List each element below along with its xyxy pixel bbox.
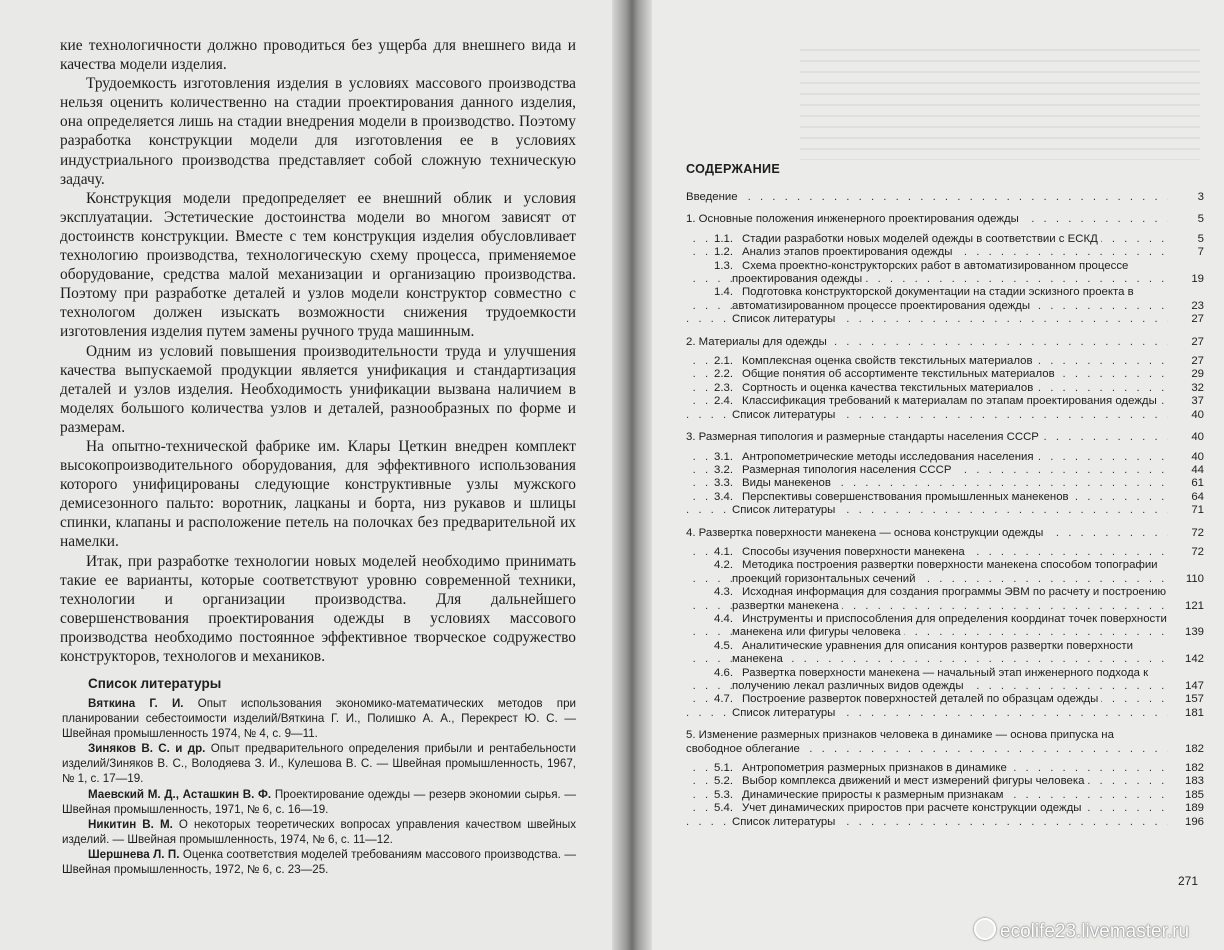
paragraph: Итак, при разработке технологии новых моделей необходимо принимать такие ее варианты, которые соответствуют уровню современной техники, технологии и организации производства. Для дальнейшего совершенствования проектирования одежды в условиях массового производства необходимо постоянное эффективное творческое содружество конструкторов, технологов и механиков. bbox=[60, 552, 576, 665]
toc-entry bbox=[686, 504, 1204, 517]
reference-item bbox=[62, 847, 576, 877]
toc-entry bbox=[686, 586, 1204, 613]
toc-entry bbox=[686, 802, 1204, 815]
body-text bbox=[60, 36, 576, 666]
toc-entry-page: 3 bbox=[1197, 191, 1204, 203]
toc-entry bbox=[686, 382, 1204, 395]
toc-entry-number: 3.4. bbox=[714, 490, 733, 503]
toc-entry-number: 1.3. bbox=[714, 259, 733, 272]
toc-entry-number: 3.2. bbox=[714, 463, 733, 476]
toc-entry-number: 4.2. bbox=[714, 559, 733, 572]
toc-entry bbox=[686, 762, 1204, 775]
reference-text: Проектирование одежды — резерв экономии сырья. — Швейная промышленность, 1971, № 6, с. 16—19. bbox=[62, 787, 576, 816]
toc-entry bbox=[686, 368, 1204, 381]
toc-entry-title: 2. Материалы для одежды bbox=[686, 335, 827, 348]
reference-author: Никитин В. М. bbox=[88, 817, 173, 831]
toc-entry bbox=[686, 213, 1204, 226]
toc-entry-title: Размерная типология населения СССР bbox=[742, 463, 952, 476]
toc-entry bbox=[686, 355, 1204, 368]
toc-entry bbox=[686, 527, 1204, 540]
toc-entry-page: 72 bbox=[1191, 545, 1204, 558]
reference-author: Шершнева Л. П. bbox=[88, 847, 180, 861]
table-of-contents bbox=[686, 191, 1204, 829]
toc-entry-number: 1.1. bbox=[714, 232, 733, 245]
paragraph: Конструкция модели предопределяет ее внешний облик и условия эксплуатации. Эстетические достоинства модели во многом зависят от достоинств конструкции. Вместе с тем конструкция изделия обусловливает технологию производства, технологическую схему процесса, применяемое оборудование, средства малой механизации и организацию производства. Поэтому при разработке деталей и узлов модели конструктор совместно с технологом должен изыскать возможности снижения трудоемкости изготовления изделия путем замены ручного труда машинным. bbox=[60, 189, 576, 341]
toc-entry bbox=[686, 395, 1204, 408]
toc-entry-title: Учет динамических приростов при расчете конструкции одежды bbox=[742, 802, 1082, 815]
toc-entry bbox=[686, 191, 1204, 204]
toc-entry-title: Классификация требований к материалам по этапам проектирования одежды bbox=[742, 395, 1157, 408]
toc-entry-title: Сортность и оценка качества текстильных материалов bbox=[742, 381, 1034, 394]
toc-entry-title: Выбор комплекса движений и мест измерений фигуры человека bbox=[742, 775, 1085, 788]
toc-entry bbox=[686, 729, 1204, 756]
toc-entry-title: Введение bbox=[686, 191, 738, 203]
toc-entry-page: 182 bbox=[1184, 762, 1204, 775]
toc-entry-number: 2.2. bbox=[714, 368, 733, 381]
toc-entry-page: 40 bbox=[1191, 408, 1204, 421]
reference-text: Оценка соответствия моделей требованиям массового производства. — Швейная промышленность, 1972, № 6, с. 23—25. bbox=[62, 847, 576, 877]
toc-entry-page: 182 bbox=[1184, 742, 1204, 755]
toc-entry bbox=[686, 286, 1204, 313]
book-gutter bbox=[612, 0, 652, 950]
bleed-through-text bbox=[800, 40, 1200, 160]
toc-entry-title: Список литературы bbox=[732, 313, 836, 326]
toc-entry-page: 64 bbox=[1191, 490, 1204, 503]
toc-entry-title: Список литературы bbox=[732, 815, 836, 828]
toc-entry bbox=[686, 451, 1204, 464]
toc-entry-title: 3. Размерная типология и размерные стандарты населения СССР bbox=[686, 431, 1039, 444]
toc-entry-page: 196 bbox=[1184, 815, 1204, 828]
toc-entry bbox=[686, 559, 1204, 586]
toc-entry-page: 27 bbox=[1191, 355, 1204, 368]
toc-entry-title: Перспективы совершенствования промышленных манекенов bbox=[742, 490, 1069, 503]
toc-entry bbox=[686, 246, 1204, 259]
paragraph: Трудоемкость изготовления изделия в условиях массового производства нельзя оценить количественно на стадии проектирования данного изделия, она определяется лишь на стадии внедрения модели в производство. Поэтому разработка конструкции модели для изготовления ее в условиях индустриального производства представляет собой сложную техническую задачу. bbox=[60, 75, 576, 188]
toc-entry-page: 7 bbox=[1197, 246, 1204, 259]
toc-entry bbox=[686, 640, 1204, 667]
toc-entry-number: 5.1. bbox=[714, 762, 733, 775]
reference-item bbox=[62, 787, 576, 817]
paragraph: Одним из условий повышения производительности труда и улучшения качества выпускаемой продукции является унификация и стандартизация деталей и узлов изделия. Необходимость унификации вызвана наличием в моделях большого количества узлов и деталей, разнообразных по форме и размерам. bbox=[60, 342, 576, 436]
toc-entry bbox=[686, 260, 1204, 287]
references-list bbox=[62, 696, 576, 877]
toc-entry-title: Способы изучения поверхности манекена bbox=[742, 545, 965, 558]
toc-entry-title: 1. Основные положения инженерного проектирования одежды bbox=[686, 213, 1019, 226]
flower-icon bbox=[974, 918, 996, 940]
toc-entry-title: Развертка поверхности манекена — начальный этап инженерного подхода к получению лекал различных видов одежды bbox=[732, 666, 1149, 692]
reference-text: Опыт использования экономико-математических методов при планировании себестоимости изделий/Вяткина Г. И., Полишко А. А., Перекрест Ю. С. — Швейная промышленность 1974, № 4, с. 9—11. bbox=[62, 697, 576, 741]
toc-entry bbox=[686, 693, 1204, 706]
toc-entry bbox=[686, 816, 1204, 829]
toc-entry-page: 61 bbox=[1191, 477, 1204, 490]
toc-entry-title: Виды манекенов bbox=[742, 477, 831, 490]
toc-entry-title: Инструменты и приспособления для определения координат точек поверхности манекена или фигуры человека bbox=[732, 612, 1167, 639]
toc-entry-title: 4. Развертка поверхности манекена — основа конструкции одежды bbox=[686, 526, 1044, 539]
toc-entry-page: 40 bbox=[1191, 431, 1204, 444]
toc-entry-page: 5 bbox=[1197, 232, 1204, 245]
toc-entry bbox=[686, 409, 1204, 422]
watermark-text: ecolife23.livemaster.ru bbox=[1000, 921, 1190, 942]
toc-entry-number: 4.7. bbox=[714, 693, 733, 706]
toc-entry-page: 37 bbox=[1191, 395, 1204, 408]
toc-entry-title: Антропометрические методы исследования населения bbox=[742, 450, 1034, 463]
toc-entry bbox=[686, 707, 1204, 720]
reference-author: Маевский М. Д., Асташкин В. Ф. bbox=[88, 787, 272, 801]
toc-entry-title: Методика построения развертки поверхности манекена способом топографии проекций горизонтальных сечений bbox=[732, 559, 1158, 585]
toc-entry-page: 183 bbox=[1184, 775, 1204, 788]
toc-entry bbox=[686, 233, 1204, 246]
toc-entry-page: 29 bbox=[1191, 368, 1204, 381]
toc-entry-title: Стадии разработки новых моделей одежды в соответствии с ЕСКД bbox=[742, 232, 1098, 245]
toc-entry-page: 19 bbox=[1191, 273, 1204, 286]
toc-entry-title: Динамические приросты к размерным признакам bbox=[742, 788, 1004, 801]
toc-entry-number: 4.5. bbox=[714, 639, 733, 652]
toc-entry-title: Схема проектно-конструкторских работ в автоматизированном процессе проектирования одежды bbox=[732, 259, 1129, 286]
toc-entry-page: 23 bbox=[1191, 299, 1204, 312]
toc-entry-number: 5.4. bbox=[714, 802, 733, 815]
toc-entry-title: Комплексная оценка свойств текстильных материалов bbox=[742, 355, 1033, 368]
toc-entry bbox=[686, 667, 1204, 694]
paragraph: На опытно-технической фабрике им. Клары Цеткин внедрен комплект высокопроизводительного оборудования, для эффективного использования которого унифицированы следующие конструктивные узлы мужского демисезонного пальто: воротник, лацканы и борта, низ рукавов и шлицы спинки, клапаны и расположение петель на полочках без предварительной их намелки. bbox=[60, 437, 576, 551]
toc-heading: СОДЕРЖАНИЕ bbox=[686, 162, 781, 176]
toc-entry bbox=[686, 313, 1204, 326]
toc-entry-page: 72 bbox=[1191, 526, 1204, 539]
toc-entry-number: 4.6. bbox=[714, 666, 733, 679]
toc-entry-page: 40 bbox=[1191, 450, 1204, 463]
reference-item bbox=[62, 741, 576, 786]
toc-entry-number: 2.4. bbox=[714, 395, 733, 408]
toc-entry-number: 2.1. bbox=[714, 355, 733, 368]
toc-entry-number: 3.3. bbox=[714, 477, 733, 490]
toc-entry-number: 1.4. bbox=[714, 286, 733, 299]
references-heading: Список литературы bbox=[88, 676, 222, 691]
toc-entry-page: 181 bbox=[1184, 706, 1204, 719]
toc-entry-title: Анализ этапов проектирования одежды bbox=[742, 246, 953, 259]
toc-entry-page: 185 bbox=[1184, 788, 1204, 801]
toc-entry-number: 4.3. bbox=[714, 586, 733, 599]
toc-entry bbox=[686, 464, 1204, 477]
toc-entry-number: 4.1. bbox=[714, 545, 733, 558]
toc-entry bbox=[686, 491, 1204, 504]
page-number: 271 bbox=[1178, 874, 1199, 888]
toc-entry bbox=[686, 546, 1204, 559]
toc-entry-number: 1.2. bbox=[714, 246, 733, 259]
toc-entry-page: 5 bbox=[1197, 213, 1204, 226]
toc-entry bbox=[686, 775, 1204, 788]
toc-entry bbox=[686, 336, 1204, 349]
toc-entry-page: 157 bbox=[1184, 693, 1204, 706]
paragraph: кие технологичности должно проводиться без ущерба для внешнего вида и качества модели изделия. bbox=[60, 37, 576, 74]
toc-entry-title: Общие понятия об ассортименте текстильных материалов bbox=[742, 368, 1055, 381]
toc-entry-title: Список литературы bbox=[732, 504, 836, 517]
watermark bbox=[974, 918, 1189, 943]
toc-entry-page: 142 bbox=[1184, 653, 1204, 666]
toc-entry-number: 4.4. bbox=[714, 612, 733, 625]
toc-entry-page: 139 bbox=[1184, 626, 1204, 639]
reference-author: Зиняков В. С. и др. bbox=[88, 742, 206, 756]
toc-entry-title: Построение разверток поверхностей деталей по образцам одежды bbox=[742, 693, 1099, 706]
toc-entry-title: Исходная информация для создания программы ЭВМ по расчету и построению развертки манекена bbox=[732, 586, 1167, 612]
toc-entry-page: 189 bbox=[1184, 802, 1204, 815]
toc-entry-page: 71 bbox=[1191, 504, 1204, 517]
toc-entry-title: Список литературы bbox=[732, 706, 836, 719]
toc-entry-page: 147 bbox=[1184, 680, 1204, 692]
toc-entry bbox=[686, 477, 1204, 490]
toc-entry-title: Антропометрия размерных признаков в динамике bbox=[742, 762, 1007, 775]
toc-entry-page: 27 bbox=[1191, 313, 1204, 326]
toc-entry-page: 121 bbox=[1184, 599, 1204, 612]
toc-entry-number: 5.3. bbox=[714, 788, 733, 801]
toc-entry-page: 44 bbox=[1191, 463, 1204, 476]
toc-entry-page: 32 bbox=[1191, 381, 1204, 394]
toc-entry-number: 3.1. bbox=[714, 450, 733, 463]
toc-entry-title: 5. Изменение размерных признаков человека в динамике — основа припуска на свободное облегание bbox=[686, 729, 1114, 755]
toc-entry-title: Список литературы bbox=[732, 408, 836, 421]
reference-item bbox=[62, 696, 576, 741]
toc-entry-page: 27 bbox=[1191, 335, 1204, 348]
toc-entry-number: 2.3. bbox=[714, 381, 733, 394]
reference-author: Вяткина Г. И. bbox=[88, 697, 184, 710]
reference-text: Опыт предварительного определения прибыли и рентабельности изделий/Зиняков В. С., Володяева З. И., Кулешова В. С. — Швейная промышленность, 1967, № 1, с. 17—19. bbox=[62, 742, 576, 786]
toc-entry-page: 110 bbox=[1185, 572, 1204, 585]
toc-entry bbox=[686, 789, 1204, 802]
reference-item bbox=[62, 817, 576, 847]
toc-entry-title: Аналитические уравнения для описания контуров развертки поверхности манекена bbox=[732, 639, 1133, 666]
toc-entry-title: Подготовка конструкторской документации на стадии эскизного проекта в автоматизированном процессе проектирования одежды bbox=[732, 286, 1134, 312]
reference-text: О некоторых теоретических вопросах управления качеством швейных изделий. — Швейная промышленность, 1974, № 6, с. 11—12. bbox=[62, 817, 577, 846]
toc-entry bbox=[686, 431, 1204, 444]
toc-entry bbox=[686, 613, 1204, 640]
toc-entry-number: 5.2. bbox=[714, 775, 733, 788]
